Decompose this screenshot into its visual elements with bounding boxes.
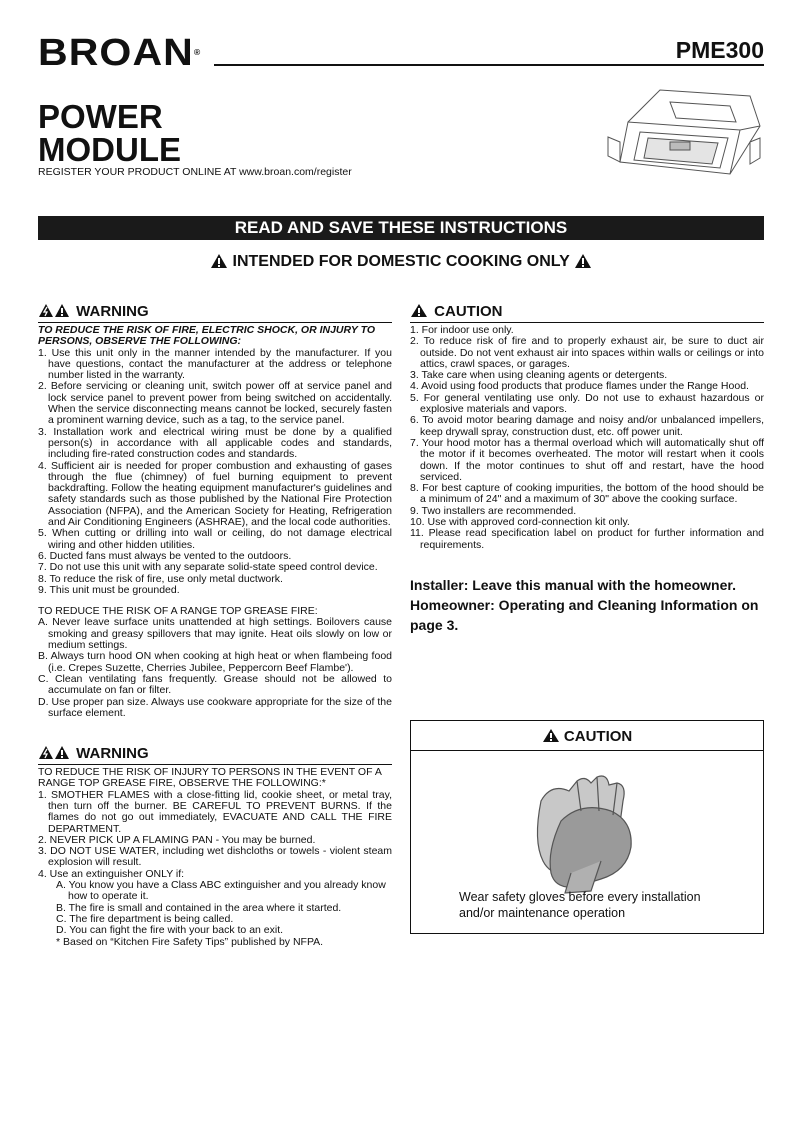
- list-item: B. The fire is small and contained in the area where it started.: [56, 901, 342, 914]
- broan-logo: [38, 32, 202, 74]
- list-item: 2. NEVER PICK UP A FLAMING PAN - You may be burned.: [38, 833, 316, 846]
- list-item: C. The fire department is being called.: [56, 912, 234, 925]
- caution-box-heading: CAUTION: [411, 727, 763, 747]
- shock-fire-warning-icon: [38, 745, 70, 760]
- warning2-lead: TO REDUCE THE RISK OF INJURY TO PERSONS IN THE EVENT OF A RANGE TOP GREASE FIRE, OBSERVE THE FOLLOWING:*: [38, 766, 382, 790]
- list-item: 8. To reduce the risk of fire, use only metal ductwork.: [38, 572, 283, 585]
- gloves-caution-box: [410, 720, 764, 934]
- warning-triangle-icon: [574, 253, 592, 269]
- list-item: 1. Use this unit only in the manner intended by the manufacturer. If you have questions, contact the manufacturer at the address or telephone number listed in the warranty.: [38, 346, 392, 382]
- registered-mark: ®: [193, 48, 202, 57]
- list-item: B. Always turn hood ON when cooking at high heat or when flambeing food (i.e. Crepes Suzette, Cherries Jubilee, Peppercorn Beef Flambe').: [38, 650, 392, 674]
- installer-note: Installer: Leave this manual with the homeowner. Homeowner: Operating and Cleaning Information on page 3.: [410, 576, 759, 633]
- grease-list: [38, 617, 392, 719]
- caution-heading: CAUTION: [410, 303, 764, 323]
- list-item: 2. To reduce risk of fire and to properly exhaust air, be sure to duct air outside. Do not vent exhaust air into spaces within walls or ceilings or into attics, crawl spaces, or garages.: [410, 335, 764, 370]
- power-module-illustration-icon: [600, 82, 764, 192]
- shock-fire-warning-icon: [38, 303, 70, 318]
- brand-name: BROAN: [38, 32, 194, 74]
- list-item: 1. SMOTHER FLAMES with a close-fitting lid, cookie sheet, or metal tray, then turn off the burner. BE CAREFUL TO PREVENT BURNS. If the flames do not go out immediately, EVACUATE AND CALL THE FIRE DEPARTMENT.: [38, 788, 392, 835]
- page-title: [38, 100, 181, 166]
- list-item: 8. For best capture of cooking impurities, the bottom of the hood should be a minimum of 24" and a maximum of 30" above the cooking surface.: [410, 482, 764, 506]
- list-item: 11. Please read specification label on product for further information and requirements.: [410, 527, 764, 551]
- warning-triangle-icon: [410, 303, 428, 318]
- list-item: 10. Use with approved cord-connection kit only.: [410, 516, 630, 529]
- caution-list: [410, 325, 764, 551]
- list-item: 9. This unit must be grounded.: [38, 583, 180, 596]
- warning-heading-2: WARNING: [38, 745, 392, 765]
- warning2-list: [38, 790, 392, 937]
- list-item: 5. For general ventilating use only. Do not use to exhaust hazardous or explosive materials and vapors.: [410, 391, 764, 416]
- warning-lead: TO REDUCE THE RISK OF FIRE, ELECTRIC SHOCK, OR INJURY TO PERSONS, OBSERVE THE FOLLOWING:: [38, 324, 376, 348]
- list-item: 3. Take care when using cleaning agents or detergents.: [410, 369, 668, 382]
- list-item: A. You know you have a Class ABC extinguisher and you already know how to operate it.: [56, 879, 386, 903]
- register-text: REGISTER YOUR PRODUCT ONLINE AT www.broan.com/register: [38, 166, 352, 178]
- warning-triangle-icon: [542, 728, 560, 743]
- list-item: 4. Sufficient air is needed for proper combustion and exhausting of gases through the flue (chimney) of fuel burning equipment to prevent backdrafting. Follow the heating equipment manufacturer's guidelines and safety standards such as those published by the National Fire Protection Association (NFPA), and the American Society for Heating, Refrigeration and Air Conditioning Engineers (ASHRAE), and the local code authorities.: [38, 459, 392, 529]
- warning-heading: WARNING: [38, 303, 392, 323]
- right-column: [410, 303, 764, 635]
- domestic-text: INTENDED FOR DOMESTIC COOKING ONLY: [232, 253, 570, 270]
- list-item: 6. To avoid motor bearing damage and noisy and/or unbalanced impellers, keep drywall spray, construction dust, etc. off power unit.: [410, 414, 764, 438]
- list-item: 7. Do not use this unit with any separate solid-state speed control device.: [38, 561, 378, 574]
- title-line-1: POWER: [38, 98, 163, 135]
- list-item: 1. For indoor use only.: [410, 324, 514, 336]
- footnote: * Based on “Kitchen Fire Safety Tips” published by NFPA.: [56, 935, 324, 948]
- list-item: 4. Use an extinguisher ONLY if:: [38, 867, 185, 880]
- list-item: 6. Ducted fans must always be vented to the outdoors.: [38, 549, 292, 562]
- list-item: 9. Two installers are recommended.: [410, 504, 577, 517]
- title-line-2: MODULE: [38, 131, 181, 168]
- list-item: 7. Your hood motor has a thermal overload which will automatically shut off the motor if it becomes overheated. The motor will restart when it cools down. If the motor continues to shut off and restart, have the hood serviced.: [410, 436, 764, 483]
- list-item: A. Never leave surface units unattended at high settings. Boilovers cause smoking and greasy spillovers that may ignite. Heat oils slowly on low or medium settings.: [38, 616, 392, 652]
- warning-triangle-icon: [210, 253, 228, 269]
- model-number: PME300: [675, 37, 764, 63]
- read-save-banner: READ AND SAVE THESE INSTRUCTIONS: [38, 216, 764, 240]
- left-column: [38, 303, 392, 948]
- safety-gloves-icon: [521, 761, 651, 896]
- header-rule: [214, 64, 764, 66]
- list-item: D. Use proper pan size. Always use cookware appropriate for the size of the surface element.: [38, 695, 392, 719]
- caution-box-text: Wear safety gloves before every installation and/or maintenance operation: [459, 890, 701, 920]
- domestic-notice: [38, 250, 764, 274]
- list-item: C. Clean ventilating fans frequently. Grease should not be allowed to accumulate on fan or filter.: [38, 672, 392, 697]
- list-item: 3. DO NOT USE WATER, including wet dishcloths or towels - violent steam explosion will result.: [38, 845, 392, 869]
- grease-lead: TO REDUCE THE RISK OF A RANGE TOP GREASE FIRE:: [38, 605, 318, 618]
- list-item: 2. Before servicing or cleaning unit, switch power off at service panel and lock service panel to prevent power from being switched on accidentally. When the service disconnecting means cannot be locked, securely fasten a prominent warning device, such as a tag, to the service panel.: [38, 380, 392, 427]
- list-item: 5. When cutting or drilling into wall or ceiling, do not damage electrical wiring and other hidden utilities.: [38, 527, 392, 551]
- list-item: D. You can fight the fire with your back to an exit.: [56, 924, 284, 937]
- warning-list: [38, 348, 392, 597]
- list-item: 3. Installation work and electrical wiring must be done by a qualified person(s) in accordance with all applicable codes and standards, including fire-rated construction codes and standards.: [38, 425, 392, 461]
- list-item: 4. Avoid using food products that produce flames under the Range Hood.: [410, 380, 749, 393]
